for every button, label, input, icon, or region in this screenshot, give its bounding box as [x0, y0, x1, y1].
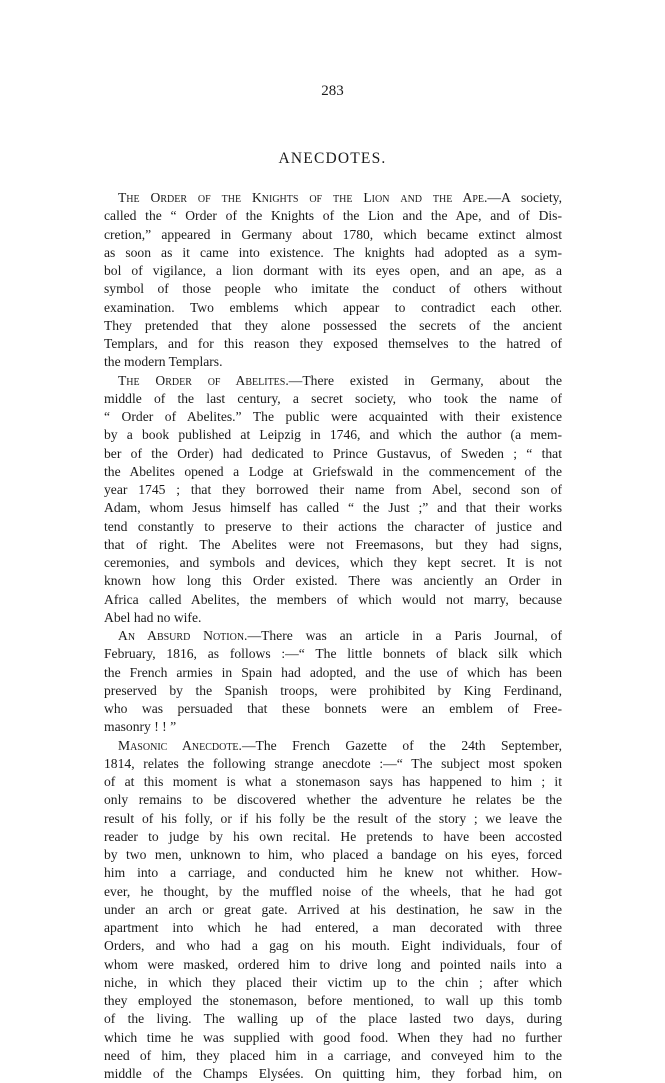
text-line: [104, 426, 562, 444]
line-text: the modern Templars.: [104, 354, 222, 369]
text-line: [104, 463, 562, 481]
line-text: they employed the stonemason, before mentioned, to wall up this tomb: [104, 993, 562, 1008]
line-text: cretion,” appeared in Germany about 1780, which became extinct almost: [104, 227, 562, 242]
line-text: —There was an article in a Paris Journal, of: [247, 628, 562, 643]
line-text: —There existed in Germany, about the: [289, 373, 562, 388]
line-text: whom were masked, ordered him to drive long and pointed nails into a: [104, 957, 562, 972]
text-line: [104, 901, 562, 919]
text-line: [104, 299, 562, 317]
text-line: [104, 591, 562, 609]
line-text: by two men, unknown to him, who placed a bandage on his eyes, forced: [104, 847, 562, 862]
line-text: tend constantly to preserve to their actions the character of justice and: [104, 519, 562, 534]
line-text: of at this moment is what a stonemason says has happened to him ; it: [104, 774, 562, 789]
text-line: [104, 718, 562, 736]
line-text: apartment into which he had entered, a man decorated with three: [104, 920, 562, 935]
line-text: masonry ! ! ”: [104, 719, 176, 734]
line-text: They pretended that they alone possessed the secrets of the ancient: [104, 318, 562, 333]
line-text: “ Order of Abelites.” The public were acquainted with their existence: [104, 409, 562, 424]
line-text: him into a carriage, and conducted him he knew not whither. How-: [104, 865, 562, 880]
line-text: 1814, relates the following strange anecdote :—“ The subject most spoken: [104, 756, 562, 771]
line-text: preserved by the Spanish troops, were prohibited by King Ferdinand,: [104, 683, 562, 698]
line-text: Templars, and for this reason they exposed themselves to the hatred of: [104, 336, 562, 351]
line-text: the Abelites opened a Lodge at Griefswald in the commencement of the: [104, 464, 562, 479]
text-line: [104, 372, 562, 390]
text-line: [104, 828, 562, 846]
text-line: [104, 700, 562, 718]
line-text: called the “ Order of the Knights of the Lion and the Ape, and of Dis-: [104, 208, 562, 223]
line-text: who was persuaded that these bonnets were an emblem of Free-: [104, 701, 562, 716]
text-line: [104, 864, 562, 882]
text-line: [104, 262, 562, 280]
line-text: result of his folly, or if his folly be the result of the story ; we leave the: [104, 811, 562, 826]
text-line: [104, 773, 562, 791]
text-line: [104, 1047, 562, 1065]
text-line: [104, 755, 562, 773]
text-line: [104, 317, 562, 335]
paragraph-title: Masonic Anecdote.: [118, 738, 242, 753]
line-text: the French armies in Spain had adopted, and the use of which has been: [104, 665, 562, 680]
line-text: by a book published at Leipzig in 1746, and which the author (a mem-: [104, 427, 562, 442]
text-line: [104, 810, 562, 828]
line-text: that of right. The Abelites were not Freemasons, but they had signs,: [104, 537, 562, 552]
body-text: [104, 189, 562, 1083]
text-line: [104, 682, 562, 700]
text-line: [104, 207, 562, 225]
text-line: [104, 609, 562, 627]
text-line: [104, 536, 562, 554]
chapter-heading: ANECDOTES.: [0, 150, 665, 168]
line-text: Abel had no wife.: [104, 610, 201, 625]
paragraph-title: An Absurd Notion.: [118, 628, 247, 643]
line-text: symbol of those people who imitate the conduct of others without: [104, 281, 562, 296]
line-text: ever, he thought, by the muffled noise of the wheels, that he had got: [104, 884, 562, 899]
text-line: [104, 353, 562, 371]
text-line: [104, 481, 562, 499]
line-text: as soon as it came into existence. The knights had adopted as a sym-: [104, 245, 562, 260]
text-line: [104, 664, 562, 682]
text-line: [104, 956, 562, 974]
line-text: Orders, and who had a gag on his mouth. Eight individuals, four of: [104, 938, 562, 953]
paragraph: [104, 737, 562, 1083]
line-text: of the living. The walling up of the place lasted two days, during: [104, 1011, 562, 1026]
text-line: [104, 554, 562, 572]
text-line: [104, 499, 562, 517]
text-line: [104, 1065, 562, 1083]
line-text: examination. Two emblems which appear to contradict each other.: [104, 300, 562, 315]
line-text: need of him, they placed him in a carriage, and conveyed him to the: [104, 1048, 562, 1063]
text-line: [104, 408, 562, 426]
line-text: reader to judge by his own recital. He pretends to have been accosted: [104, 829, 562, 844]
line-text: year 1745 ; that they borrowed their name from Abel, second son of: [104, 482, 562, 497]
text-line: [104, 627, 562, 645]
line-text: —The French Gazette of the 24th September,: [242, 738, 562, 753]
text-line: [104, 919, 562, 937]
text-line: [104, 518, 562, 536]
page-number: 283: [0, 83, 665, 100]
line-text: ceremonies, and symbols and devices, which they kept secret. It is not: [104, 555, 562, 570]
paragraph-title: The Order of the Knights of the Lion and the Ape.: [118, 190, 487, 205]
text-line: [104, 226, 562, 244]
text-line: [104, 791, 562, 809]
line-text: niche, in which they placed their victim up to the chin ; after which: [104, 975, 562, 990]
line-text: only remains to be discovered whether the adventure he relates be the: [104, 792, 562, 807]
text-line: [104, 572, 562, 590]
line-text: known how long this Order existed. There was anciently an Order in: [104, 573, 562, 588]
text-line: [104, 1010, 562, 1028]
line-text: under an arch or great gate. Arrived at his destination, he saw in the: [104, 902, 562, 917]
paragraph-title: The Order of Abelites.: [118, 373, 289, 388]
line-text: bol of vigilance, a lion dormant with its eyes open, and an ape, as a: [104, 263, 562, 278]
text-line: [104, 280, 562, 298]
line-text: February, 1816, as follows :—“ The little bonnets of black silk which: [104, 646, 562, 661]
text-line: [104, 974, 562, 992]
text-line: [104, 992, 562, 1010]
text-line: [104, 445, 562, 463]
paragraph: [104, 189, 562, 372]
text-line: [104, 189, 562, 207]
paragraph: [104, 627, 562, 737]
line-text: middle of the Champs Elysées. On quitting him, they forbad him, on: [104, 1066, 562, 1081]
line-text: —A society,: [487, 190, 562, 205]
text-line: [104, 1029, 562, 1047]
text-line: [104, 937, 562, 955]
line-text: which time he was supplied with good food. When they had no further: [104, 1030, 562, 1045]
paragraph: [104, 372, 562, 628]
line-text: Adam, whom Jesus himself has called “ the Just ;” and that their works: [104, 500, 562, 515]
text-line: [104, 846, 562, 864]
line-text: Africa called Abelites, the members of which would not marry, because: [104, 592, 562, 607]
line-text: middle of the last century, a secret society, who took the name of: [104, 391, 562, 406]
text-line: [104, 244, 562, 262]
text-line: [104, 883, 562, 901]
line-text: ber of the Order) had dedicated to Prince Gustavus, of Sweden ; “ that: [104, 446, 562, 461]
text-line: [104, 335, 562, 353]
text-line: [104, 390, 562, 408]
text-line: [104, 645, 562, 663]
text-line: [104, 737, 562, 755]
